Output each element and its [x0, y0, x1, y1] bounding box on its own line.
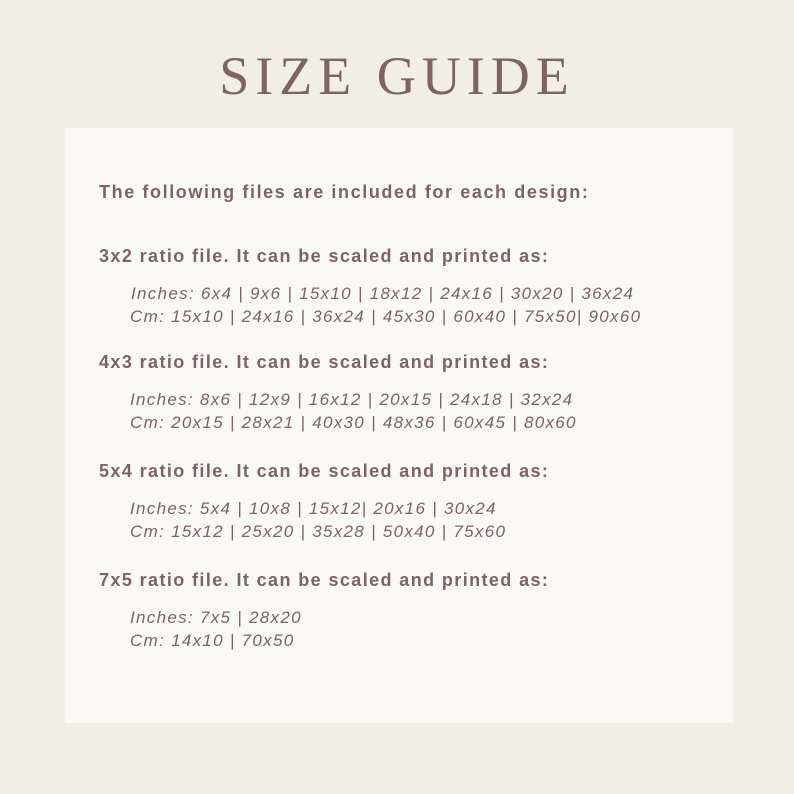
cm-sizes: Cm: 20x15 | 28x21 | 40x30 | 48x36 | 60x45 | 80x60	[130, 413, 577, 432]
section-heading: 3x2 ratio file. It can be scaled and printed as:	[99, 246, 550, 266]
inches-sizes: Inches: 7x5 | 28x20	[130, 608, 302, 627]
size-list	[99, 606, 549, 652]
section-7x5	[99, 568, 549, 652]
inches-sizes: Inches: 5x4 | 10x8 | 15x12| 20x16 | 30x24	[130, 499, 497, 518]
section-heading: 5x4 ratio file. It can be scaled and printed as:	[99, 461, 550, 481]
size-list	[99, 497, 549, 543]
inches-sizes: Inches: 8x6 | 12x9 | 16x12 | 20x15 | 24x18 | 32x24	[130, 390, 574, 409]
intro-text: The following files are included for each design:	[99, 182, 590, 202]
size-list	[99, 388, 577, 434]
section-heading: 4x3 ratio file. It can be scaled and printed as:	[99, 352, 550, 372]
cm-sizes: Cm: 15x10 | 24x16 | 36x24 | 45x30 | 60x40 | 75x50| 90x60	[130, 307, 642, 326]
inches-sizes: Inches: 6x4 | 9x6 | 15x10 | 18x12 | 24x16 | 30x20 | 36x24	[131, 284, 635, 303]
size-list	[99, 282, 641, 328]
section-heading: 7x5 ratio file. It can be scaled and printed as:	[99, 570, 550, 590]
section-5x4	[99, 459, 549, 543]
cm-sizes: Cm: 15x12 | 25x20 | 35x28 | 50x40 | 75x60	[130, 522, 507, 541]
page-title: SIZE GUIDE	[219, 46, 575, 106]
section-3x2	[99, 244, 641, 328]
cm-sizes: Cm: 14x10 | 70x50	[130, 631, 295, 650]
size-guide-card	[65, 128, 733, 723]
section-4x3	[99, 350, 577, 434]
